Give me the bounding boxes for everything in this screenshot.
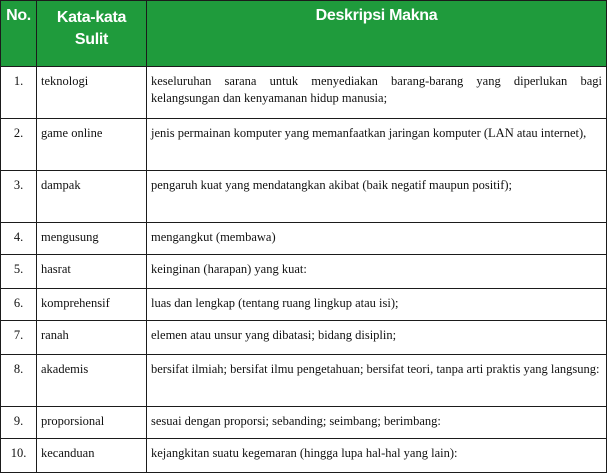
- header-row: [1, 1, 607, 67]
- table-row: [1, 67, 607, 119]
- row-term: dampak: [37, 171, 147, 223]
- row-number: 4.: [1, 223, 37, 255]
- row-description: elemen atau unsur yang dibatasi; bidang disiplin;: [147, 321, 607, 355]
- row-term: teknologi: [37, 67, 147, 119]
- row-number: 3.: [1, 171, 37, 223]
- row-description: jenis permainan komputer yang memanfaatkan jaringan komputer (LAN atau internet),: [147, 119, 607, 171]
- row-description: luas dan lengkap (tentang ruang lingkup atau isi);: [147, 289, 607, 321]
- table-row: [1, 355, 607, 407]
- row-term: proporsional: [37, 407, 147, 439]
- table-row: [1, 439, 607, 473]
- row-number: 6.: [1, 289, 37, 321]
- row-term: mengusung: [37, 223, 147, 255]
- row-term: game online: [37, 119, 147, 171]
- row-description: mengangkut (membawa): [147, 223, 607, 255]
- row-description: kejangkitan suatu kegemaran (hingga lupa hal-hal yang lain):: [147, 439, 607, 473]
- row-number: 9.: [1, 407, 37, 439]
- table-row: [1, 289, 607, 321]
- row-term: komprehensif: [37, 289, 147, 321]
- header-no: No.: [1, 1, 37, 67]
- row-description: pengaruh kuat yang mendatangkan akibat (baik negatif maupun positif);: [147, 171, 607, 223]
- row-description: keinginan (harapan) yang kuat:: [147, 255, 607, 289]
- table-row: [1, 255, 607, 289]
- row-number: 1.: [1, 67, 37, 119]
- header-description: Deskripsi Makna: [147, 1, 607, 67]
- header-term: Kata-kata Sulit: [37, 1, 147, 67]
- table-row: [1, 171, 607, 223]
- row-number: 7.: [1, 321, 37, 355]
- row-number: 2.: [1, 119, 37, 171]
- table-row: [1, 407, 607, 439]
- table-row: [1, 119, 607, 171]
- row-description: keseluruhan sarana untuk menyediakan barang-barang yang diperlukan bagi kelangsungan dan kenyamanan hidup manusia;: [147, 67, 607, 119]
- row-term: ranah: [37, 321, 147, 355]
- row-term: akademis: [37, 355, 147, 407]
- row-term: hasrat: [37, 255, 147, 289]
- row-number: 10.: [1, 439, 37, 473]
- row-description: sesuai dengan proporsi; sebanding; seimbang; berimbang:: [147, 407, 607, 439]
- table-row: [1, 223, 607, 255]
- row-number: 5.: [1, 255, 37, 289]
- table-row: [1, 321, 607, 355]
- row-number: 8.: [1, 355, 37, 407]
- row-term: kecanduan: [37, 439, 147, 473]
- row-description: bersifat ilmiah; bersifat ilmu pengetahuan; bersifat teori, tanpa arti praktis yang langsung:: [147, 355, 607, 407]
